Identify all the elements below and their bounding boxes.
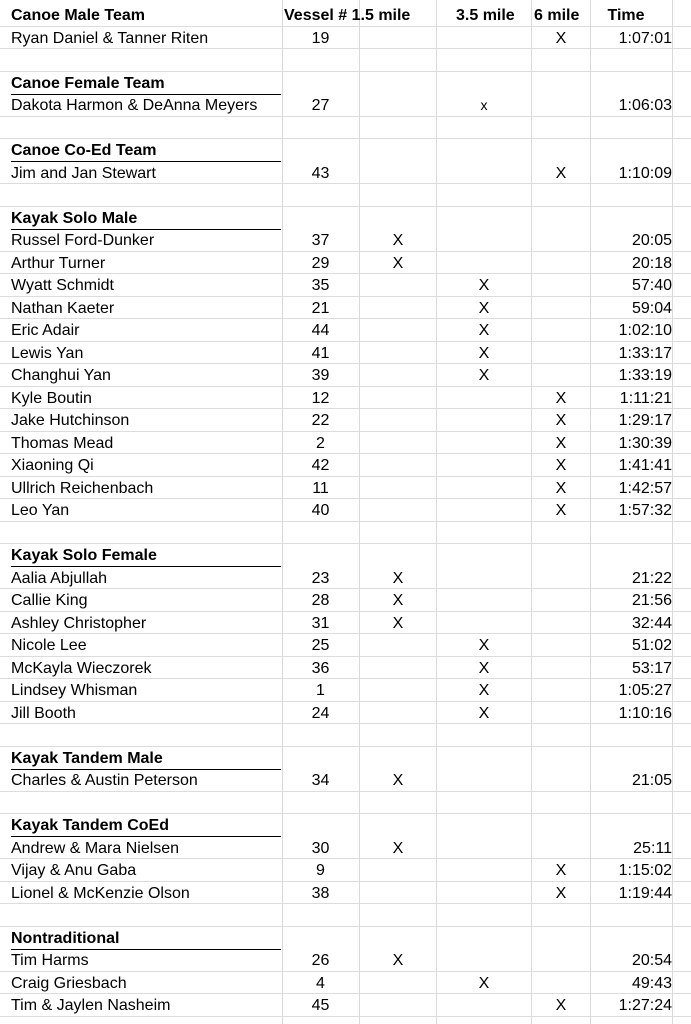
table-row [0, 319, 691, 342]
mark-3-5-mile: X [478, 659, 490, 677]
table-row [0, 994, 691, 1017]
mark-6-mile: X [555, 434, 567, 452]
mark-1-5-mile: X [392, 952, 404, 969]
mark-6-mile [532, 702, 590, 724]
vessel-number: 12 [311, 389, 330, 407]
mark-1-5-mile [360, 679, 436, 701]
mark-6-mile: X [555, 164, 567, 182]
mark-1-5-mile: X [392, 569, 404, 587]
mark-3-5-mile [437, 387, 531, 409]
vessel-number: 39 [311, 367, 330, 384]
mark-3-5-mile: X [478, 974, 490, 992]
section-header-row [0, 747, 691, 770]
table-row [0, 432, 691, 455]
participant-name: Jill Booth [11, 704, 76, 722]
participant-name: Lindsey Whisman [11, 682, 138, 699]
mark-1-5-mile [360, 634, 436, 656]
participant-name: Craig Griesbach [11, 974, 127, 992]
mark-1-5-mile [360, 409, 436, 431]
vessel-number: 43 [311, 164, 330, 182]
participant-name: Leo Yan [11, 502, 70, 519]
finish-time: 1:41:41 [618, 457, 672, 474]
section-header-row [0, 207, 691, 230]
mark-3-5-mile [437, 567, 531, 589]
mark-6-mile: X [555, 884, 567, 902]
participant-name: Lionel & McKenzie Olson [11, 884, 190, 902]
mark-1-5-mile: X [392, 592, 404, 609]
section-header-row [0, 814, 691, 837]
mark-6-mile [532, 342, 590, 364]
table-row [0, 477, 691, 500]
mark-6-mile [532, 297, 590, 319]
mark-6-mile: X [555, 862, 567, 879]
participant-name: Wyatt Schmidt [11, 277, 114, 294]
mark-1-5-mile [360, 274, 436, 296]
mark-6-mile [532, 567, 590, 589]
table-row [0, 972, 691, 995]
mark-3-5-mile [437, 882, 531, 904]
mark-1-5-mile [360, 882, 436, 904]
mark-1-5-mile [360, 342, 436, 364]
participant-name: Vijay & Anu Gaba [11, 862, 137, 879]
participant-name: Lewis Yan [11, 344, 84, 362]
finish-time: 51:02 [631, 637, 672, 654]
participant-name: Nathan Kaeter [11, 299, 115, 317]
mark-1-5-mile [360, 994, 436, 1016]
mark-3-5-mile: X [478, 682, 490, 699]
mark-1-5-mile [360, 162, 436, 184]
section-header-row [0, 139, 691, 162]
mark-1-5-mile [360, 297, 436, 319]
table-row [0, 769, 691, 792]
mark-1-5-mile [360, 657, 436, 679]
section-title: Kayak Tandem Male [11, 747, 281, 770]
mark-3-5-mile: x [480, 97, 488, 113]
section-header-row [0, 927, 691, 950]
vessel-number: 2 [316, 434, 325, 452]
finish-time: 1:30:39 [618, 434, 672, 452]
vessel-number: 26 [311, 952, 330, 969]
participant-name: Changhui Yan [11, 367, 111, 384]
mark-1-5-mile [360, 499, 436, 521]
finish-time: 32:44 [631, 614, 672, 632]
mark-6-mile [532, 679, 590, 701]
mark-6-mile [532, 274, 590, 296]
participant-name: Tim Harms [11, 952, 89, 969]
vessel-number: 35 [311, 277, 330, 294]
finish-time: 20:54 [631, 952, 672, 969]
vessel-number: 37 [311, 232, 330, 249]
mark-1-5-mile [360, 319, 436, 341]
table-row [0, 702, 691, 725]
mark-6-mile [532, 837, 590, 859]
table-row [0, 27, 691, 50]
vessel-number: 36 [311, 659, 330, 677]
participant-name: Ullrich Reichenbach [11, 479, 154, 497]
vessel-number: 34 [311, 772, 330, 789]
table-row [0, 589, 691, 612]
mark-6-mile [532, 319, 590, 341]
blank-row [0, 522, 691, 545]
mark-6-mile [532, 972, 590, 994]
finish-time: 1:33:19 [618, 367, 672, 384]
vessel-number: 31 [311, 614, 330, 632]
section-header-row [0, 72, 691, 95]
mark-6-mile: X [555, 29, 567, 47]
mark-3-5-mile: X [478, 637, 490, 654]
vessel-number: 38 [311, 884, 330, 902]
finish-time: 53:17 [631, 659, 672, 677]
table-row [0, 612, 691, 635]
mark-6-mile: X [555, 479, 567, 497]
mark-1-5-mile: X [392, 254, 404, 272]
finish-time: 21:05 [631, 772, 672, 789]
vessel-number: 40 [311, 502, 330, 519]
vessel-number: 24 [311, 704, 330, 722]
mark-3-5-mile [437, 27, 531, 49]
mark-6-mile: X [555, 389, 567, 407]
mark-3-5-mile [437, 432, 531, 454]
table-row [0, 634, 691, 657]
table-row [0, 364, 691, 387]
table-row [0, 859, 691, 882]
mark-3-5-mile [437, 454, 531, 476]
finish-time: 1:11:21 [619, 389, 672, 407]
blank-row [0, 724, 691, 747]
finish-time: 1:05:27 [618, 682, 672, 699]
section-title: Kayak Solo Male [11, 207, 281, 230]
section-title: Nontraditional [11, 927, 281, 950]
mark-6-mile [532, 252, 590, 274]
finish-time: 20:18 [631, 254, 672, 272]
finish-time: 59:04 [631, 299, 672, 317]
participant-name: McKayla Wieczorek [11, 659, 152, 677]
mark-1-5-mile: X [392, 772, 404, 789]
mark-6-mile [532, 634, 590, 656]
section-title: Kayak Solo Female [11, 544, 281, 567]
participant-name: Tim & Jaylen Nasheim [11, 997, 171, 1014]
mark-3-5-mile [437, 409, 531, 431]
mark-1-5-mile [360, 94, 436, 116]
table-row [0, 499, 691, 522]
header-category: Canoe Male Team [11, 7, 145, 24]
finish-time: 25:11 [633, 839, 672, 857]
mark-3-5-mile [437, 837, 531, 859]
table-row [0, 454, 691, 477]
mark-6-mile: X [555, 457, 567, 474]
mark-3-5-mile [437, 229, 531, 251]
mark-6-mile [532, 364, 590, 386]
header-time: Time [607, 7, 645, 24]
table-row [0, 679, 691, 702]
finish-time: 1:10:09 [618, 164, 672, 182]
vessel-number: 25 [311, 637, 330, 654]
table-row [0, 252, 691, 275]
mark-1-5-mile [360, 702, 436, 724]
vessel-number: 11 [312, 479, 329, 497]
table-row [0, 297, 691, 320]
finish-time: 49:43 [631, 974, 672, 992]
mark-3-5-mile [437, 162, 531, 184]
vessel-number: 45 [311, 997, 330, 1014]
participant-name: Ryan Daniel & Tanner Riten [11, 29, 209, 47]
mark-3-5-mile: X [478, 322, 490, 339]
mark-3-5-mile [437, 477, 531, 499]
mark-1-5-mile [360, 27, 436, 49]
mark-6-mile [532, 657, 590, 679]
mark-1-5-mile [360, 387, 436, 409]
blank-row [0, 904, 691, 927]
participant-name: Jake Hutchinson [11, 412, 130, 429]
mark-3-5-mile: X [478, 344, 490, 362]
finish-time: 1:33:17 [618, 344, 672, 362]
table-row [0, 387, 691, 410]
mark-6-mile [532, 949, 590, 971]
vessel-number: 9 [316, 862, 325, 879]
mark-6-mile [532, 94, 590, 116]
header-vessel: Vessel # [284, 7, 348, 24]
mark-1-5-mile [360, 477, 436, 499]
table-row [0, 162, 691, 185]
participant-name: Russel Ford-Dunker [11, 232, 155, 249]
vessel-number: 41 [311, 344, 330, 362]
finish-time: 1:19:44 [618, 884, 672, 902]
vessel-number: 21 [311, 299, 330, 317]
finish-time: 1:15:02 [618, 862, 672, 879]
mark-6-mile [532, 589, 590, 611]
participant-name: Thomas Mead [11, 434, 114, 452]
vessel-number: 30 [311, 839, 330, 857]
mark-3-5-mile [437, 252, 531, 274]
finish-time: 21:22 [631, 569, 672, 587]
finish-time: 1:07:01 [618, 29, 672, 47]
participant-name: Kyle Boutin [11, 389, 92, 407]
finish-time: 1:02:10 [618, 322, 672, 339]
table-row [0, 949, 691, 972]
mark-1-5-mile [360, 432, 436, 454]
vessel-number: 19 [311, 29, 330, 47]
mark-3-5-mile [437, 612, 531, 634]
header-3-5-mile: 3.5 mile [456, 7, 515, 24]
mark-3-5-mile [437, 859, 531, 881]
section-title: Canoe Co-Ed Team [11, 139, 281, 162]
participant-name: Jim and Jan Stewart [11, 164, 156, 182]
header-vessel-15 [282, 4, 434, 26]
header-row [0, 4, 691, 27]
table-row [0, 837, 691, 860]
finish-time: 57:40 [631, 277, 672, 294]
mark-3-5-mile: X [478, 299, 490, 317]
vessel-number: 27 [311, 97, 330, 114]
mark-3-5-mile [437, 949, 531, 971]
mark-1-5-mile [360, 364, 436, 386]
mark-3-5-mile: X [478, 277, 490, 294]
participant-name: Charles & Austin Peterson [11, 772, 198, 789]
table-row [0, 94, 691, 117]
finish-time: 1:06:03 [618, 97, 672, 114]
mark-6-mile [532, 612, 590, 634]
mark-1-5-mile: X [392, 839, 404, 857]
header-6-mile: 6 mile [534, 7, 580, 24]
table-row [0, 342, 691, 365]
participant-name: Eric Adair [11, 322, 80, 339]
participant-name: Nicole Lee [11, 637, 87, 654]
mark-1-5-mile [360, 859, 436, 881]
mark-1-5-mile [360, 972, 436, 994]
table-row [0, 229, 691, 252]
participant-name: Xiaoning Qi [11, 457, 94, 474]
mark-6-mile [532, 229, 590, 251]
finish-time: 1:29:17 [618, 412, 672, 429]
blank-row [0, 184, 691, 207]
vessel-number: 4 [316, 974, 325, 992]
header-1-5-mile: 1.5 mile [351, 7, 411, 24]
participant-name: Callie King [11, 592, 88, 609]
finish-time: 1:42:57 [618, 479, 672, 497]
participant-name: Ashley Christopher [11, 614, 147, 632]
section-title: Kayak Tandem CoEd [11, 814, 281, 837]
vessel-number: 29 [311, 254, 330, 272]
table-row [0, 567, 691, 590]
finish-time: 21:56 [631, 592, 672, 609]
mark-6-mile [532, 769, 590, 791]
table-row [0, 882, 691, 905]
participant-name: Aalia Abjullah [11, 569, 108, 587]
blank-row [0, 117, 691, 140]
table-row [0, 274, 691, 297]
mark-3-5-mile: X [478, 704, 490, 722]
mark-3-5-mile [437, 769, 531, 791]
mark-1-5-mile: X [392, 614, 404, 632]
mark-6-mile: X [555, 997, 567, 1014]
table-row [0, 409, 691, 432]
participant-name: Andrew & Mara Nielsen [11, 839, 180, 857]
vessel-number: 22 [311, 412, 330, 429]
mark-3-5-mile [437, 499, 531, 521]
vessel-number: 44 [311, 322, 330, 339]
mark-6-mile: X [555, 502, 567, 519]
finish-time: 1:10:16 [618, 704, 672, 722]
participant-name: Arthur Turner [11, 254, 106, 272]
vessel-number: 23 [311, 569, 330, 587]
section-title: Canoe Female Team [11, 72, 281, 95]
mark-3-5-mile [437, 994, 531, 1016]
blank-row [0, 49, 691, 72]
mark-6-mile: X [555, 412, 567, 429]
vessel-number: 1 [316, 682, 325, 699]
table-row [0, 657, 691, 680]
vessel-number: 28 [311, 592, 330, 609]
finish-time: 1:57:32 [618, 502, 672, 519]
mark-1-5-mile: X [392, 232, 404, 249]
blank-row [0, 792, 691, 815]
mark-3-5-mile: X [478, 367, 490, 384]
finish-time: 20:05 [631, 232, 672, 249]
section-header-row [0, 544, 691, 567]
vessel-number: 42 [311, 457, 330, 474]
participant-name: Dakota Harmon & DeAnna Meyers [11, 97, 258, 114]
mark-3-5-mile [437, 589, 531, 611]
mark-1-5-mile [360, 454, 436, 476]
finish-time: 1:27:24 [618, 997, 672, 1014]
